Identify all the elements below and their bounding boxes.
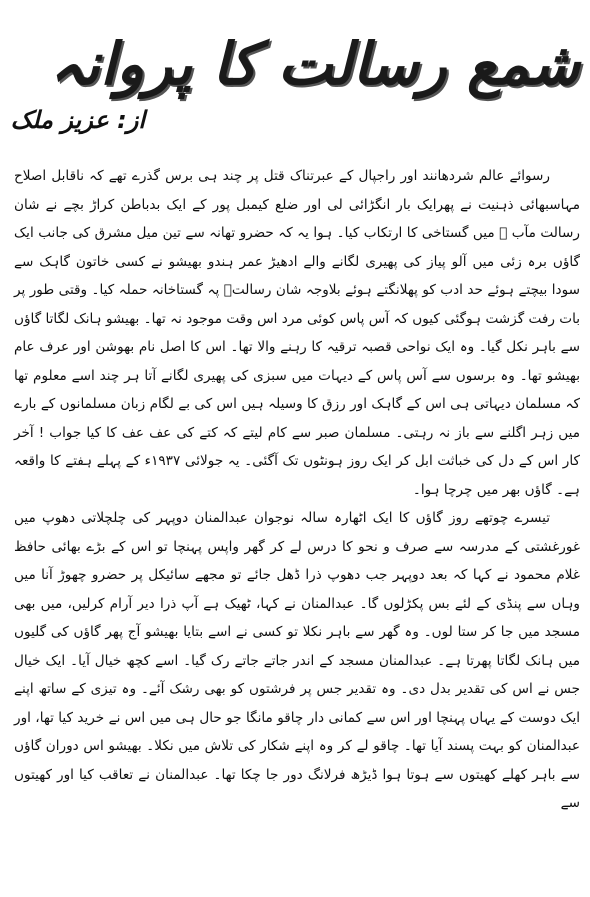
article-paragraph: رسوائے عالم شردھانند اور راجپال کے عبرتناک قتل پر چند ہی برس گذرے تھے کہ ناقابل اصلاح مہاسبھائی ذہنیت نے پھرایک بار انگڑائی لی اور ضلع کیمبل پور کے ایک بدباطن کراڑ بچے نے شان رسالت مآب ﷺ میں گستاخی کا ارتکاب کیا۔ ہوا یہ کہ حضرو تھانہ سے تین میل مشرق کی جانب ایک گاؤں برہ زئی میں آلو پیاز کی پھیری لگانے والے ادھیڑ عمر ہندو بھیشو نے کسی خاتون گاہک سے سودا بیچتے ہوئے حد ادب کو پھلانگتے ہوئے بلاوجہ شان رسالتؐ پہ گستاخانہ حملہ کیا۔ وقتی طور پر بات رفت گزشت ہوگئی کیوں کہ آس پاس کوئی مرد اس وقت موجود نہ تھا۔ بھیشو ہانک لگاتا گاؤں سے باہر نکل گیا۔ وہ ایک نواحی قصبہ ترقیہ کا رہنے والا تھا۔ اس کا اصل نام بھوشن اور عرف عام بھیشو تھا۔ وہ برسوں سے آس پاس کے دیہات میں سبزی کی پھیری لگانے آتا ہر چند اسے معلوم تھا کہ مسلمان دیہاتی ہی اس کے گاہک اور رزق کا وسیلہ ہیں اس کی بے لگام زبان مسلمانوں کے بارے میں زہر اگلنے سے باز نہ رہتی۔ مسلمان صبر سے کام لیتے کہ کتے کی عف عف کا کیا جواب ! آخر کار اس کے دل کی خباثت ابل کر ایک روز ہونٹوں تک آگئی۔ یہ جولائی ۱۹۳۷ء کے پہلے ہفتے کا واقعہ ہے۔ گاؤں بھر میں چرچا ہوا۔: [14, 168, 580, 498]
article-header: [0, 0, 590, 152]
article-body: [14, 162, 580, 892]
article-paragraph: تیسرے چوتھے روز گاؤں کا ایک اٹھارہ سالہ نوجوان عبدالمنان دوپہر کی چلچلاتی دھوپ میں غورغشتی کے مدرسہ سے صرف و نحو کا درس لے کر گھر واپس پہنچا تو اس کے بڑے بھائی حافظ غلام محمود نے کہا کہ بعد دوپہر جب دھوپ ذرا ڈھل جائے تو مجھے سائیکل پر حضرو چھوڑ آنا میں وہاں سے پنڈی کے لئے بس پکڑلوں گا۔ عبدالمنان نے کہا، ٹھیک ہے آپ ذرا دیر آرام کرلیں، میں بھی مسجد میں جا کر ستا لوں۔ وہ گھر سے باہر نکلا تو کسی نے اسے بتایا بھیشو آج پھر گاؤں کی گلیوں میں ہانک لگاتا پھرتا ہے۔ عبدالمنان مسجد کے اندر جاتے جاتے رک گیا۔ اسے کچھ خیال آیا۔ ایک خیال جس نے اس کی تقدیر بدل دی۔ وہ تقدیر جس پر فرشتوں کو بھی رشک آئے۔ وہ تیزی کے ساتھ اپنے ایک دوست کے یہاں پہنچا اور اس سے کمانی دار چاقو مانگا جو حال ہی میں اس نے خرید کیا تھا، اور عبدالمنان کو بہت پسند آیا تھا۔ چاقو لے کر وہ اپنے شکار کی تلاش میں نکلا۔ بھیشو اس دوران گاؤں سے باہر کھلے کھیتوں سے ہوتا ہوا ڈیڑھ فرلانگ دور جا چکا تھا۔ عبدالمنان نے تعاقب کیا اور کھیتوں سے: [14, 510, 580, 811]
article-byline: از: عزیز ملک: [10, 106, 145, 134]
article-title: شمع رسالت کا پروانہ: [49, 30, 580, 98]
